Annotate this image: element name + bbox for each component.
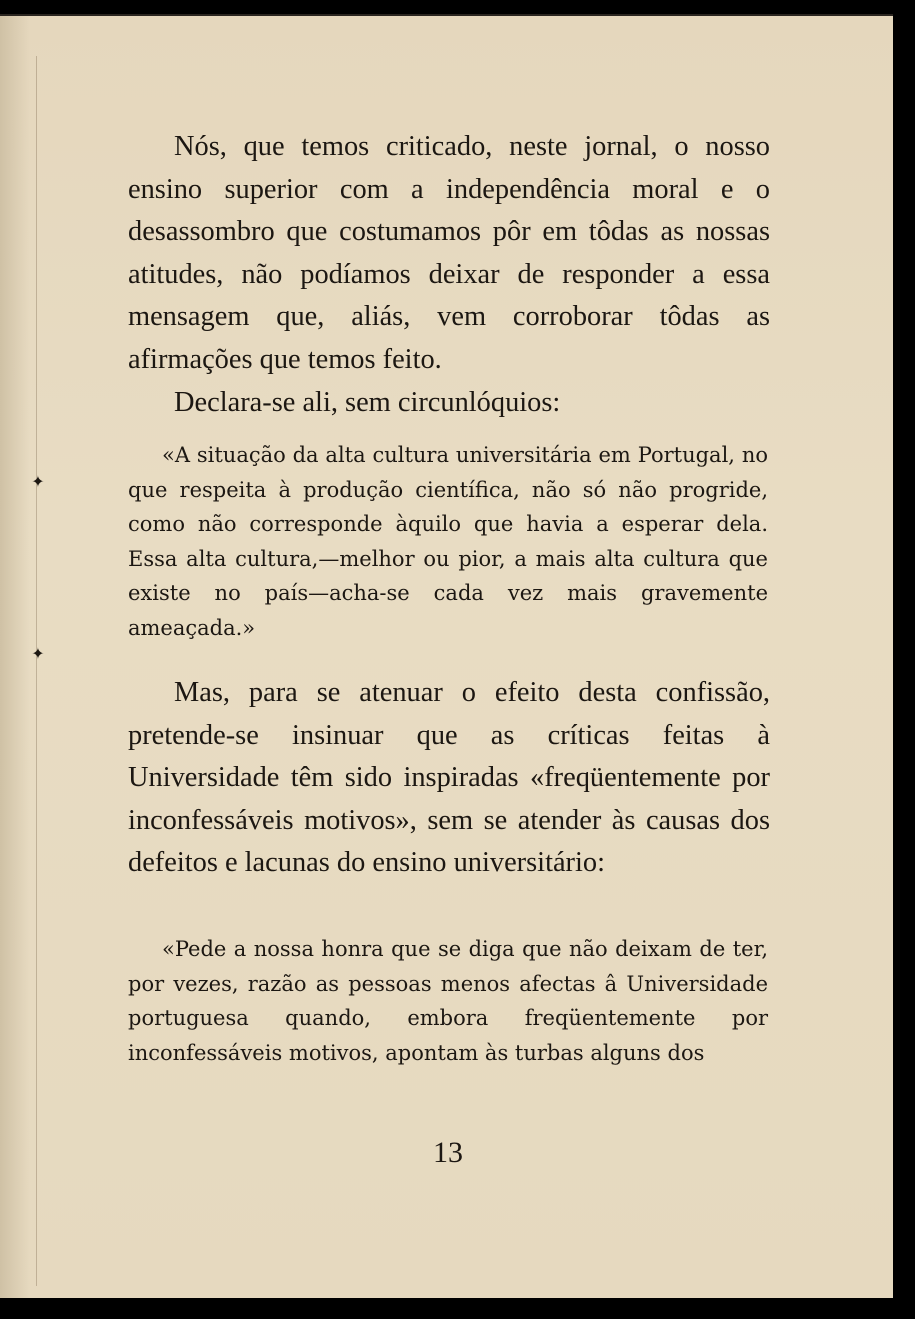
body-paragraph-3: Mas, para se atenuar o efeito desta confissão, pretende-se insinuar que as críticas feitas à Universidade têm sido inspiradas «freqüentemente por inconfessáveis motivos», sem se atender às causas dos defeitos e lacunas do ensino universitário: [128,677,770,879]
binding-fold-line [36,56,37,1286]
paper-sheet [0,14,893,1298]
binding-shadow [0,16,30,1298]
body-paragraph-2: Declara-se ali, sem circunlóquios: [174,387,561,418]
body-paragraph-1: Nós, que temos criticado, neste jornal, o nosso ensino superior com a independência moral e o desassombro que costumamos pôr em tôdas as nossas atitudes, não podíamos deixar de responder a essa mensagem que, aliás, vem corroborar tôdas as afirmações que temos feito. [128,131,770,375]
block-quote-1: «A situação da alta cultura universitária em Portugal, no que respeita à produção científica, não só não progride, como não corresponde àquilo que havia a esperar dela. Essa alta cultura,—melhor ou pior, a mais alta cultura que existe no país—acha-se cada vez mais gravemente ameaçada.» [128,443,768,640]
page-number: 13 [433,1136,463,1169]
binding-thread-mark-icon: ✦ [31,472,45,491]
block-quote-2: «Pede a nossa honra que se diga que não deixam de ter, por vezes, razão as pessoas menos afectas â Universidade portuguesa quando, embora freqüentemente por inconfessáveis motivos, apontam às turbas alguns dos [128,937,768,1065]
binding-thread-mark-icon: ✦ [31,644,45,663]
